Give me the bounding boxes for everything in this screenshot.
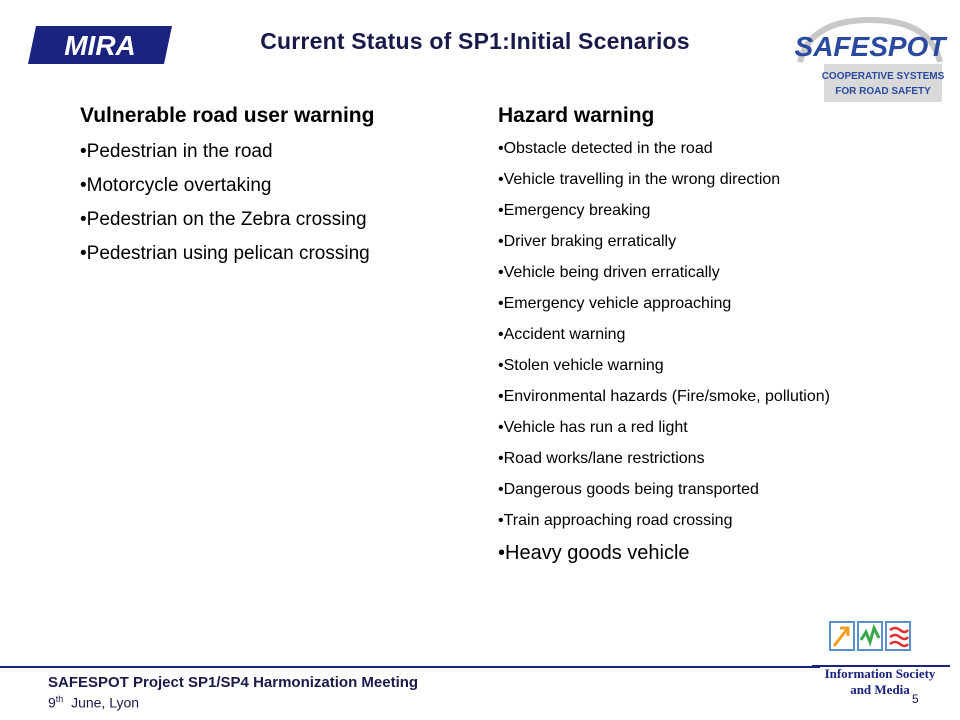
list-item: •Vehicle being driven erratically [498, 264, 720, 281]
list-item: •Stolen vehicle warning [498, 357, 664, 374]
footer-day-suffix: th [55, 694, 64, 704]
hazard-warning-section [498, 104, 858, 575]
list-item: •Motorcycle overtaking [80, 175, 272, 196]
slide-title: Current Status of SP1:Initial Scenarios [260, 28, 690, 54]
section-heading: Hazard warning [498, 104, 655, 127]
list-item: •Vehicle has run a red light [498, 419, 688, 436]
list-item: •Heavy goods vehicle [498, 542, 690, 564]
list-item: •Road works/lane restrictions [498, 450, 705, 467]
footer-meeting-title: SAFESPOT Project SP1/SP4 Harmonization Meeting [48, 674, 419, 691]
list-item: •Vehicle travelling in the wrong direction [498, 171, 781, 188]
list-item: •Emergency vehicle approaching [498, 295, 732, 312]
list-item: •Obstacle detected in the road [498, 140, 713, 157]
section-heading: Vulnerable road user warning [80, 104, 375, 127]
mira-logo [26, 24, 174, 66]
list-item: •Emergency breaking [498, 202, 651, 219]
footer-divider [0, 666, 820, 668]
info-logo-line2: and Media [850, 682, 910, 697]
list-item: •Accident warning [498, 326, 626, 343]
list-item: •Environmental hazards (Fire/smoke, pollution) [498, 388, 830, 405]
information-society-logo [812, 620, 950, 700]
page-number: 5 [912, 692, 919, 706]
list-item: •Pedestrian using pelican crossing [80, 243, 370, 264]
mira-logo-text: MIRA [64, 30, 136, 61]
list-item: •Dangerous goods being transported [498, 481, 759, 498]
footer-day: 9 [48, 694, 56, 711]
footer-date-rest: June, Lyon [63, 694, 140, 711]
list-item: •Pedestrian on the Zebra crossing [80, 209, 367, 230]
info-logo-line1: Information Society [824, 666, 936, 681]
vulnerable-road-user-section [80, 104, 460, 276]
list-item: •Pedestrian in the road [80, 141, 273, 162]
list-item: •Train approaching road crossing [498, 512, 733, 529]
safespot-tagline-2: FOR ROAD SAFETY [835, 86, 931, 97]
footer-date [48, 694, 139, 711]
safespot-logo [790, 14, 950, 106]
safespot-logo-text: SAFESPOT [794, 31, 946, 62]
list-item: •Driver braking erratically [498, 233, 677, 250]
safespot-tagline-1: COOPERATIVE SYSTEMS [821, 71, 945, 82]
